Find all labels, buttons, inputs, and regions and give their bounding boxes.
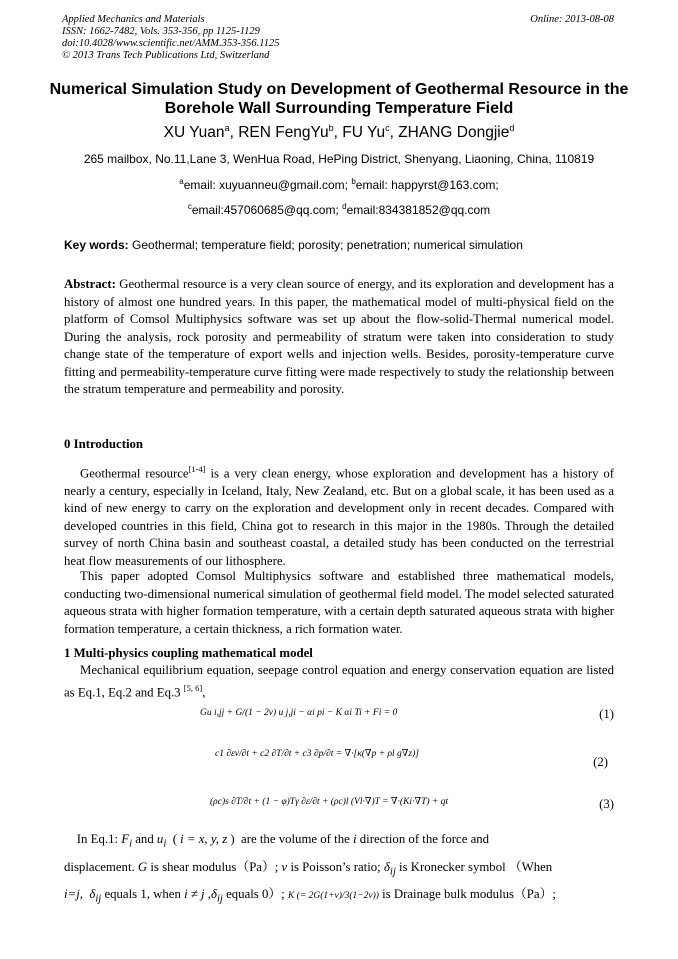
author-superscript: d <box>509 123 515 133</box>
line-text: In Eq.1: <box>76 832 119 846</box>
author-superscript: c <box>385 123 390 133</box>
line-text: is Drainage bulk modulus（Pa）; <box>382 887 556 902</box>
equation-1: Gu i,jj + G/(1 − 2v) u j,ji − αi pi − K αi Ti + Fi = 0 <box>200 708 398 718</box>
paragraph-text: is a very clean energy, whose exploration and development has a history of nearly a century, especially in Iceland, Italy, New Zealand, etc. But on a global scale, it has been used as a kind of new energy to carry on the exploration and development only in recent decades. Compared with developed countries in this field, China got to research in this major in the 1980s. Through the detailed survey of north China basin and southeast coastal, a detailed study has been conducted on the terrestrial heat flow measurements of our lithosphere. <box>64 466 614 568</box>
math-symbol: $\delta_{ij}$ <box>383 859 396 878</box>
author-superscript: b <box>328 123 334 133</box>
math-symbol: v <box>281 859 288 874</box>
math-symbol: i = x, y, z <box>180 832 228 846</box>
body-paragraph <box>64 828 614 911</box>
citation: [5, 6] <box>183 682 203 693</box>
keywords-text: Geothermal; temperature field; porosity; penetration; numerical simulation <box>128 238 523 252</box>
author-name: REN FengYu <box>238 124 329 142</box>
issn-line: ISSN: 1662-7482, Vols. 353-356, pp 1125-1129 <box>62 26 260 37</box>
math-symbol: K (= 2G(1+v)/3(1−2v)) <box>287 891 379 902</box>
text-line: In Eq.1: $F_i$ and $u_i$ ( i = x, y, z ) are the volume of the i direction of the force and <box>76 832 490 850</box>
email-line <box>40 177 638 192</box>
math-symbol: i=j <box>64 887 80 902</box>
online-date: Online: 2013-08-08 <box>530 14 614 25</box>
line-text: and <box>135 832 154 846</box>
abstract-text: Geothermal resource is a very clean source of energy, and its exploration and development has a history of almost one hundred years. In this paper, the mathematical model of multi-physical field on the platform of Comsol Multiphysics software was set up about the flow-solid-Thermal numerical model. During the analysis, rock porosity and permeability of stratum were taken into consideration to study change state of the temperature of export wells and injection wells. Besides, porosity-temperature curve fitting and permeability-temperature curve fitting were made respectively to study the relationship between the stratum temperature and permeability and porosity. <box>64 277 614 396</box>
paragraph-text: Mechanical equilibrium equation, seepage control equation and energy conservation equation are listed as Eq.1, Eq.2 and Eq.3 <box>64 663 614 699</box>
abstract <box>64 276 614 399</box>
line-text: direction of the force and <box>359 832 490 846</box>
body-paragraph <box>64 662 614 701</box>
line-text: equals 0）; <box>226 887 285 902</box>
equation-number: (2) <box>593 755 608 769</box>
math-symbol: i <box>352 832 357 846</box>
author-name: ZHANG Dongjie <box>398 124 510 142</box>
math-symbol: i ≠ j <box>184 887 205 902</box>
doi-line: doi:10.4028/www.scientific.net/AMM.353-356.1125 <box>62 38 280 49</box>
copyright-line: © 2013 Trans Tech Publications Ltd, Switzerland <box>62 50 270 61</box>
line-text: is Poisson’s ratio; <box>290 859 381 874</box>
journal-name: Applied Mechanics and Materials <box>62 14 205 25</box>
line-text: are the volume of the <box>241 832 350 846</box>
author-list: XU Yuan$^a$, REN FengYu$^b$, FU Yu$^c$, ZHANG Dongjie$^d$ <box>163 123 515 142</box>
text-line <box>64 856 614 884</box>
email-superscript: c <box>187 202 192 211</box>
email-address: email:457060685@qq.com; <box>191 203 343 217</box>
body-paragraph: This paper adopted Comsol Multiphysics software and established three mathematical models, conducting two-dimensional numerical simulation of geothermal field model. The model selected saturated aqueous strata with higher formation temperature, with a certain depth saturated aqueous strata with higher formation temperature, a certain thickness, a rich formation water. <box>64 569 614 636</box>
line-text: is Kronecker symbol （When <box>399 859 553 874</box>
equation-3: (ρc)s ∂T/∂t + (1 − φ)Tγ ∂ε/∂t + (ρc)l (Vl·∇)T = ∇·(Ki·∇T) + qt <box>210 797 449 807</box>
journal-header <box>62 14 422 62</box>
math-symbol: $F_i$ <box>121 832 133 850</box>
email-address: email: happyrst@163.com; <box>355 178 499 192</box>
body-paragraph <box>64 461 614 570</box>
author-superscript: a <box>224 123 230 133</box>
email-address: email:834381852@qq.com <box>346 203 491 217</box>
email-superscript: d <box>342 202 347 211</box>
line-text: is shear modulus（Pa）; <box>150 859 279 874</box>
abstract-label: Abstract: <box>64 277 116 291</box>
citation: [1-4] <box>188 464 206 474</box>
affiliation: 265 mailbox, No.11,Lane 3, WenHua Road, HePing District, Shenyang, Liaoning, China, 110819 <box>83 152 595 166</box>
line-text: equals 1, when <box>104 887 181 902</box>
paragraph-text: , <box>202 684 206 699</box>
email-superscript: b <box>351 177 356 186</box>
section-heading: 1 Multi-physics coupling mathematical model <box>64 646 313 660</box>
equation-2: c1 ∂εv/∂t + c2 ∂T/∂t + c3 ∂p/∂t = ∇·[κ(∇p + ρl g∇z)] <box>215 749 419 759</box>
keywords-label: Key words: <box>64 238 129 252</box>
keywords <box>64 238 614 252</box>
paper-title: Numerical Simulation Study on Development of Geothermal Resource in the Borehole Wall Surrounding Temperature Field <box>49 81 629 117</box>
equation-number: (3) <box>599 797 614 811</box>
math-symbol: $\delta_{ij}$ <box>211 887 223 905</box>
line-text: displacement. <box>64 859 135 874</box>
section-heading: 0 Introduction <box>64 437 144 451</box>
math-symbol: $u_i$ <box>156 832 167 850</box>
email-line <box>40 202 638 217</box>
author-name: FU Yu <box>342 124 386 142</box>
text-line: i=j, $\delta_{ij}$ equals 1, when i ≠ j $,\delta_{ij}$ equals 0）; K (= 2G(1+v)/3(1−2v)) is Drainage bulk modulus（Pa）; <box>64 887 556 905</box>
paragraph-text: Geothermal resource <box>80 466 189 481</box>
equation-number: (1) <box>599 707 614 721</box>
email-address: email: xuyuanneu@gmail.com; <box>183 178 352 192</box>
math-symbol: G <box>137 859 148 874</box>
author-name: XU Yuan <box>163 124 225 142</box>
math-symbol: $\delta_{ij}$ <box>89 887 102 905</box>
email-superscript: a <box>179 177 184 186</box>
